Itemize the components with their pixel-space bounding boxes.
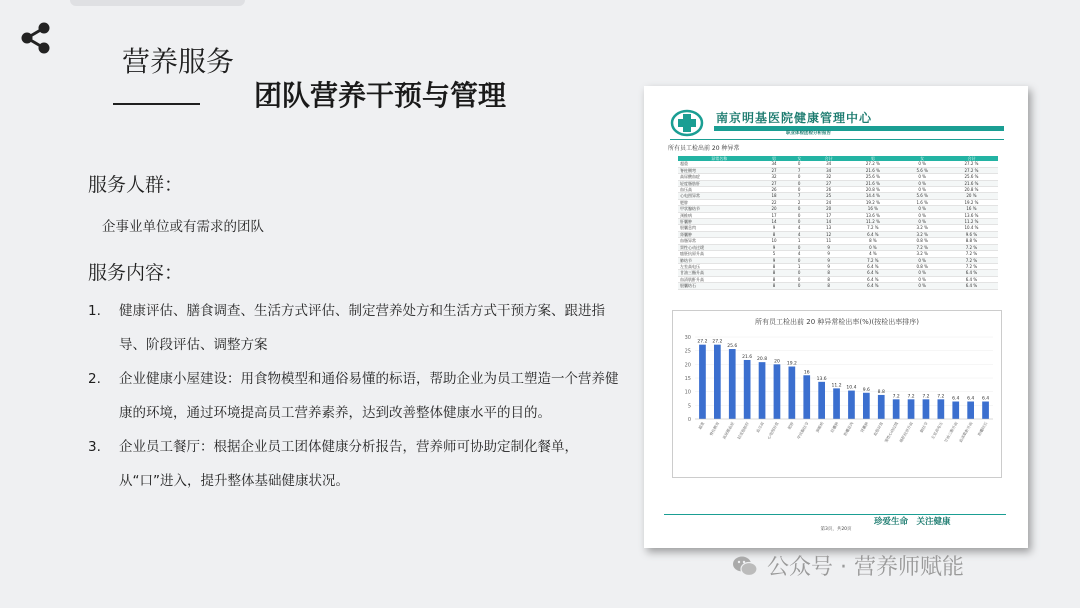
table-cell: 34 (811, 167, 846, 173)
hospital-cross-logo-icon (670, 108, 704, 138)
table-header-cell: 异常名称 (678, 156, 761, 161)
y-tick-label: 0 (687, 417, 691, 423)
share-icon[interactable] (18, 20, 54, 56)
table-cell: 7.2 % (945, 251, 998, 257)
table-cell: 8 (761, 231, 788, 237)
table-cell: 6.4 % (846, 263, 899, 269)
table-cell: 20 (811, 206, 846, 212)
table-cell: 肥胖 (678, 199, 761, 205)
table-cell: 9 (811, 263, 846, 269)
table-cell: 26 (811, 187, 846, 193)
x-tick-label: 血脂异常 (872, 421, 885, 437)
table-cell: 0 (787, 257, 811, 263)
x-tick-label: 癌胚抗原升高 (898, 421, 914, 444)
table-cell: 24 (811, 199, 846, 205)
table-cell: 癌胚抗原升高 (678, 251, 761, 257)
y-tick-label: 15 (684, 376, 691, 382)
top-tab (70, 0, 245, 6)
table-cell: 17 (761, 212, 788, 218)
x-tick-label: 甲状腺结节 (795, 421, 810, 440)
table-cell: 8 (761, 270, 788, 276)
title-underline (113, 103, 200, 105)
table-cell: 0.8 % (899, 238, 945, 244)
x-tick-label: 肥胖 (786, 421, 795, 431)
table-cell: 32 (811, 174, 846, 180)
table-header-cell: 女 (787, 156, 811, 161)
table-cell: 0 % (899, 276, 945, 282)
table-cell: 9.6 % (945, 231, 998, 237)
table-cell: 6.4 % (945, 283, 998, 289)
table-cell: 胆囊息肉 (678, 225, 761, 231)
table-cell: 3.2 % (899, 231, 945, 237)
table-cell: 7.2 % (846, 257, 899, 263)
list-item (88, 430, 628, 498)
doc-header-bar (714, 126, 1004, 131)
doc-table-caption: 所有员工检出前 20 种异常 (668, 145, 740, 152)
table-cell: 0 % (899, 161, 945, 167)
table-cell: 13.6 % (945, 212, 998, 218)
service-list (88, 294, 628, 498)
table-cell: 0 % (899, 219, 945, 225)
table-cell: 14 (811, 219, 846, 225)
bar-value-label: 7.2 (892, 394, 900, 400)
table-cell: 9 (811, 251, 846, 257)
doc-org-name: 南京明基医院健康管理中心 (716, 111, 873, 125)
list-item-text: 健康评估、膳食调查、生活方式评估、制定营养处方和生活方式干预方案、跟进指导、阶段评估、调整方案 (119, 303, 605, 353)
table-cell: 0 (787, 283, 811, 289)
bar-value-label: 8.8 (877, 389, 885, 395)
list-item-text: 企业员工餐厅：根据企业员工团体健康分析报告，营养师可协助定制化餐单，从“口”进入，提升整体基础健康状况。 (119, 439, 578, 489)
table-cell: 0 (787, 244, 811, 250)
table-cell: 脊柱侧弯 (678, 167, 761, 173)
table-cell: 8 (811, 270, 846, 276)
main-title: 团队营养干预与管理 (254, 79, 507, 112)
x-tick-label: 高尿酸血症 (721, 421, 736, 440)
table-cell: 0 % (899, 257, 945, 263)
table-cell: 8.8 % (945, 238, 998, 244)
bar-value-label: 7.2 (907, 394, 915, 400)
chart-bar (863, 393, 870, 419)
list-item-text: 企业健康小屋建设：用食物模型和通俗易懂的标语，帮助企业为员工塑造一个营养健康的环境，通过环境提高员工营养素养，达到改善整体健康水平的目的。 (119, 371, 619, 421)
bar-value-label: 6.4 (981, 396, 990, 402)
chart-bar (848, 391, 855, 419)
table-cell: 8 (811, 283, 846, 289)
list-item-number: 2. (88, 371, 101, 387)
table-cell: 27.2 % (945, 161, 998, 167)
table-cell: 25 (811, 193, 846, 199)
table-cell: 19.2 % (945, 199, 998, 205)
chart-svg (673, 311, 1001, 477)
table-cell: 7.2 % (846, 225, 899, 231)
table-cell: 21.6 % (846, 180, 899, 186)
table-cell: 3.2 % (899, 225, 945, 231)
table-cell: 4 (787, 225, 811, 231)
table-cell: 3.2 % (899, 251, 945, 257)
table-cell: 颈椎病 (678, 212, 761, 218)
doc-divider (670, 139, 1004, 140)
table-cell: 6.4 % (846, 276, 899, 282)
table-cell: 6.4 % (945, 270, 998, 276)
table-header-cell: 女 (899, 156, 945, 161)
table-cell: 0 % (899, 174, 945, 180)
table-cell: 6.4 % (846, 283, 899, 289)
y-tick-label: 20 (684, 362, 691, 369)
chart-bar (788, 367, 795, 419)
chart-bar (893, 399, 900, 419)
table-cell: 轻度脂肪肝 (678, 180, 761, 186)
table-cell: 13.6 % (846, 212, 899, 218)
report-document-image (644, 86, 1028, 548)
table-cell: 超重 (678, 161, 761, 167)
list-item-number: 1. (88, 303, 101, 319)
table-cell: 0 (787, 187, 811, 193)
table-cell: 6.4 % (846, 231, 899, 237)
bar-value-label: 16 (803, 370, 810, 376)
chart-bar (967, 402, 974, 419)
table-cell: 0 % (899, 283, 945, 289)
table-cell: 27.2 % (846, 161, 899, 167)
bar-value-label: 21.6 (742, 354, 753, 360)
watermark-text: 公众号 · 营养师赋能 (767, 555, 964, 580)
table-cell: 1 (787, 238, 811, 244)
table-cell: 9 (761, 225, 788, 231)
table-cell: 7.2 % (899, 244, 945, 250)
table-cell: 0 (787, 174, 811, 180)
table-cell: 25.6 % (846, 174, 899, 180)
chart-bar (937, 399, 944, 419)
chart-bar (833, 388, 840, 419)
table-cell: 0 % (899, 180, 945, 186)
table-cell: 8 % (846, 238, 899, 244)
table-cell: 27 (761, 180, 788, 186)
table-cell: 7.2 % (945, 244, 998, 250)
chart-bar (818, 382, 825, 419)
table-cell: 甲状腺结节 (678, 206, 761, 212)
table-cell: 0 (787, 180, 811, 186)
table-cell: 17 (811, 212, 846, 218)
table-cell: 0.8 % (899, 263, 945, 269)
x-tick-label: 胆囊息肉 (842, 421, 855, 437)
chart-bar (699, 345, 706, 419)
doc-motto: 珍爱生命 关注健康 (874, 517, 951, 527)
bar-value-label: 6.4 (967, 396, 975, 402)
table-cell: 11.2 % (846, 219, 899, 225)
table-cell: 25.6 % (945, 174, 998, 180)
bar-value-label: 7.2 (937, 394, 945, 400)
table-cell: 4 (787, 231, 811, 237)
table-cell: 4 (787, 251, 811, 257)
table-cell: 窦性心动过缓 (678, 244, 761, 250)
abnormality-table (678, 156, 998, 290)
abnormality-chart (672, 310, 1002, 478)
table-cell: 6.4 % (945, 276, 998, 282)
section-title: 营养服务 (122, 45, 235, 78)
chart-bar (878, 395, 885, 419)
table-cell: 0 % (899, 187, 945, 193)
doc-footer-line (664, 514, 1006, 515)
table-cell: 18 (761, 193, 788, 199)
table-cell: 12 (811, 231, 846, 237)
doc-page-number: 第3页，共20页 (820, 527, 852, 532)
chart-bar (744, 360, 751, 419)
x-tick-label: 窦性心动过缓 (883, 421, 900, 444)
table-header-cell: 男 (761, 156, 788, 161)
table-header-cell: 合计 (811, 156, 846, 161)
table-cell: 9 (811, 257, 846, 263)
bar-value-label: 27.2 (712, 339, 723, 345)
table-cell: 胆囊结石 (678, 283, 761, 289)
table-cell: 肾囊肿 (678, 231, 761, 237)
list-item-number: 3. (88, 439, 101, 455)
bar-value-label: 13.6 (816, 376, 827, 382)
table-cell: 27.2 % (945, 167, 998, 173)
table-cell: 21.6 % (846, 167, 899, 173)
table-cell: 16 % (945, 206, 998, 212)
x-tick-label: 颈椎病 (814, 421, 825, 434)
table-body (678, 161, 998, 289)
wechat-icon (731, 552, 759, 580)
table-cell: 27 (811, 180, 846, 186)
x-tick-label: 肾囊肿 (859, 421, 870, 434)
bar-value-label: 25.6 (727, 344, 738, 350)
table-cell: 11 (811, 238, 846, 244)
bar-value-label: 7.2 (922, 394, 930, 400)
table-cell: 32 (761, 174, 788, 180)
table-cell: 11.2 % (945, 219, 998, 225)
chart-title: 所有员工检出前 20 种异常检出率(%)(按检出率排序) (755, 318, 919, 326)
table-cell: 肺结节 (678, 257, 761, 263)
table-cell: 9 (761, 244, 788, 250)
table-cell: 0 (787, 270, 811, 276)
chart-bar (729, 349, 736, 419)
x-tick-label: 肝囊肿 (829, 421, 840, 434)
table-cell: 0 % (899, 270, 945, 276)
table-header-cell: 合计 (945, 156, 998, 161)
chart-bar (982, 402, 989, 419)
table-cell: 13 (811, 225, 846, 231)
table-cell: 7 (787, 167, 811, 173)
table-cell: 血清肌酐升高 (678, 276, 761, 282)
table-cell: 0 % (899, 206, 945, 212)
table-cell: 0 (787, 161, 811, 167)
table-cell: 10 (761, 238, 788, 244)
chart-bar (774, 364, 781, 419)
table-cell: 0 (787, 212, 811, 218)
table-cell: 19.2 % (846, 199, 899, 205)
chart-bar (803, 375, 810, 419)
table-cell: 4 % (846, 251, 899, 257)
x-tick-label: 轻度脂肪肝 (736, 421, 751, 440)
doc-subtitle: 职业体检团检分析报告 (786, 131, 831, 136)
x-tick-label: 左室高电压 (929, 421, 944, 440)
x-tick-label: 超重 (697, 421, 706, 431)
audience-text: 企事业单位或有需求的团队 (102, 219, 264, 235)
table-cell: 6.4 % (846, 270, 899, 276)
table-cell: 心电图异常 (678, 193, 761, 199)
table-cell: 8 (761, 276, 788, 282)
table-cell: 16 % (846, 206, 899, 212)
list-item (88, 362, 628, 430)
audience-heading: 服务人群： (88, 174, 184, 196)
chart-bar (759, 362, 766, 419)
table-cell: 34 (811, 161, 846, 167)
table-cell: 7.2 % (945, 263, 998, 269)
table-cell: 5 (761, 251, 788, 257)
table-cell: 高尿酸血症 (678, 174, 761, 180)
table-cell: 0 (787, 219, 811, 225)
table-cell: 20 % (945, 193, 998, 199)
table-cell: 21.6 % (945, 180, 998, 186)
table-cell: 9 (761, 257, 788, 263)
y-tick-label: 5 (687, 403, 691, 410)
table-cell: 甘油三酯升高 (678, 270, 761, 276)
table-cell: 7 (787, 193, 811, 199)
bar-value-label: 20 (774, 359, 780, 365)
x-tick-label: 血压高 (754, 421, 765, 434)
table-cell: 27 (761, 167, 788, 173)
y-tick-label: 10 (684, 389, 691, 396)
table-cell: 34 (761, 161, 788, 167)
x-tick-label: 脊柱侧弯 (708, 421, 721, 437)
table-cell: 2 (787, 199, 811, 205)
table-cell: 14 (761, 219, 788, 225)
table-cell: 左室高电压 (678, 263, 761, 269)
x-tick-label: 血清肌酐升高 (957, 421, 974, 444)
table-cell: 22 (761, 199, 788, 205)
chart-bar (714, 345, 721, 419)
chart-bar (923, 399, 930, 419)
table-cell: 9 (811, 244, 846, 250)
x-tick-label: 甘油三酯升高 (942, 421, 959, 444)
table-cell: 20.8 % (846, 187, 899, 193)
table-cell: 20.8 % (945, 187, 998, 193)
bar-value-label: 6.4 (952, 396, 960, 402)
table-cell: 0 % (899, 212, 945, 218)
table-cell: 26 (761, 187, 788, 193)
chart-bar (908, 399, 915, 419)
table-header-cell: 男 (846, 156, 899, 161)
table-cell: 20 (761, 206, 788, 212)
table-cell: 血脂异常 (678, 238, 761, 244)
table-cell: 1 (787, 263, 811, 269)
list-item (88, 294, 628, 362)
table-cell: 8 (811, 276, 846, 282)
table-cell: 1.6 % (899, 199, 945, 205)
x-tick-label: 胆囊结石 (976, 421, 989, 437)
watermark (731, 550, 964, 581)
table-cell: 血压高 (678, 187, 761, 193)
y-tick-label: 30 (684, 335, 691, 341)
bar-value-label: 10.4 (846, 385, 857, 391)
bar-value-label: 27.2 (697, 339, 708, 345)
table-cell: 5.6 % (899, 167, 945, 173)
chart-bar (952, 402, 959, 419)
bar-value-label: 20.8 (757, 357, 768, 363)
table-cell: 肝囊肿 (678, 219, 761, 225)
bar-value-label: 9.6 (862, 387, 870, 393)
table-cell: 7.2 % (945, 257, 998, 263)
bar-value-label: 11.2 (831, 383, 842, 389)
table-cell: 0 (787, 276, 811, 282)
content-heading: 服务内容： (88, 262, 184, 284)
bar-value-label: 19.2 (786, 361, 797, 367)
x-tick-label: 心电图异常 (765, 421, 780, 440)
table-cell: 8 (761, 263, 788, 269)
x-tick-label: 肺结节 (918, 421, 929, 434)
y-tick-label: 25 (684, 348, 691, 355)
table-cell: 14.4 % (846, 193, 899, 199)
table-cell: 5.6 % (899, 193, 945, 199)
table-cell: 0 (787, 206, 811, 212)
table-cell: 8 (761, 283, 788, 289)
table-cell: 10.4 % (945, 225, 998, 231)
table-cell: 0 % (846, 244, 899, 250)
table-row (678, 283, 998, 289)
